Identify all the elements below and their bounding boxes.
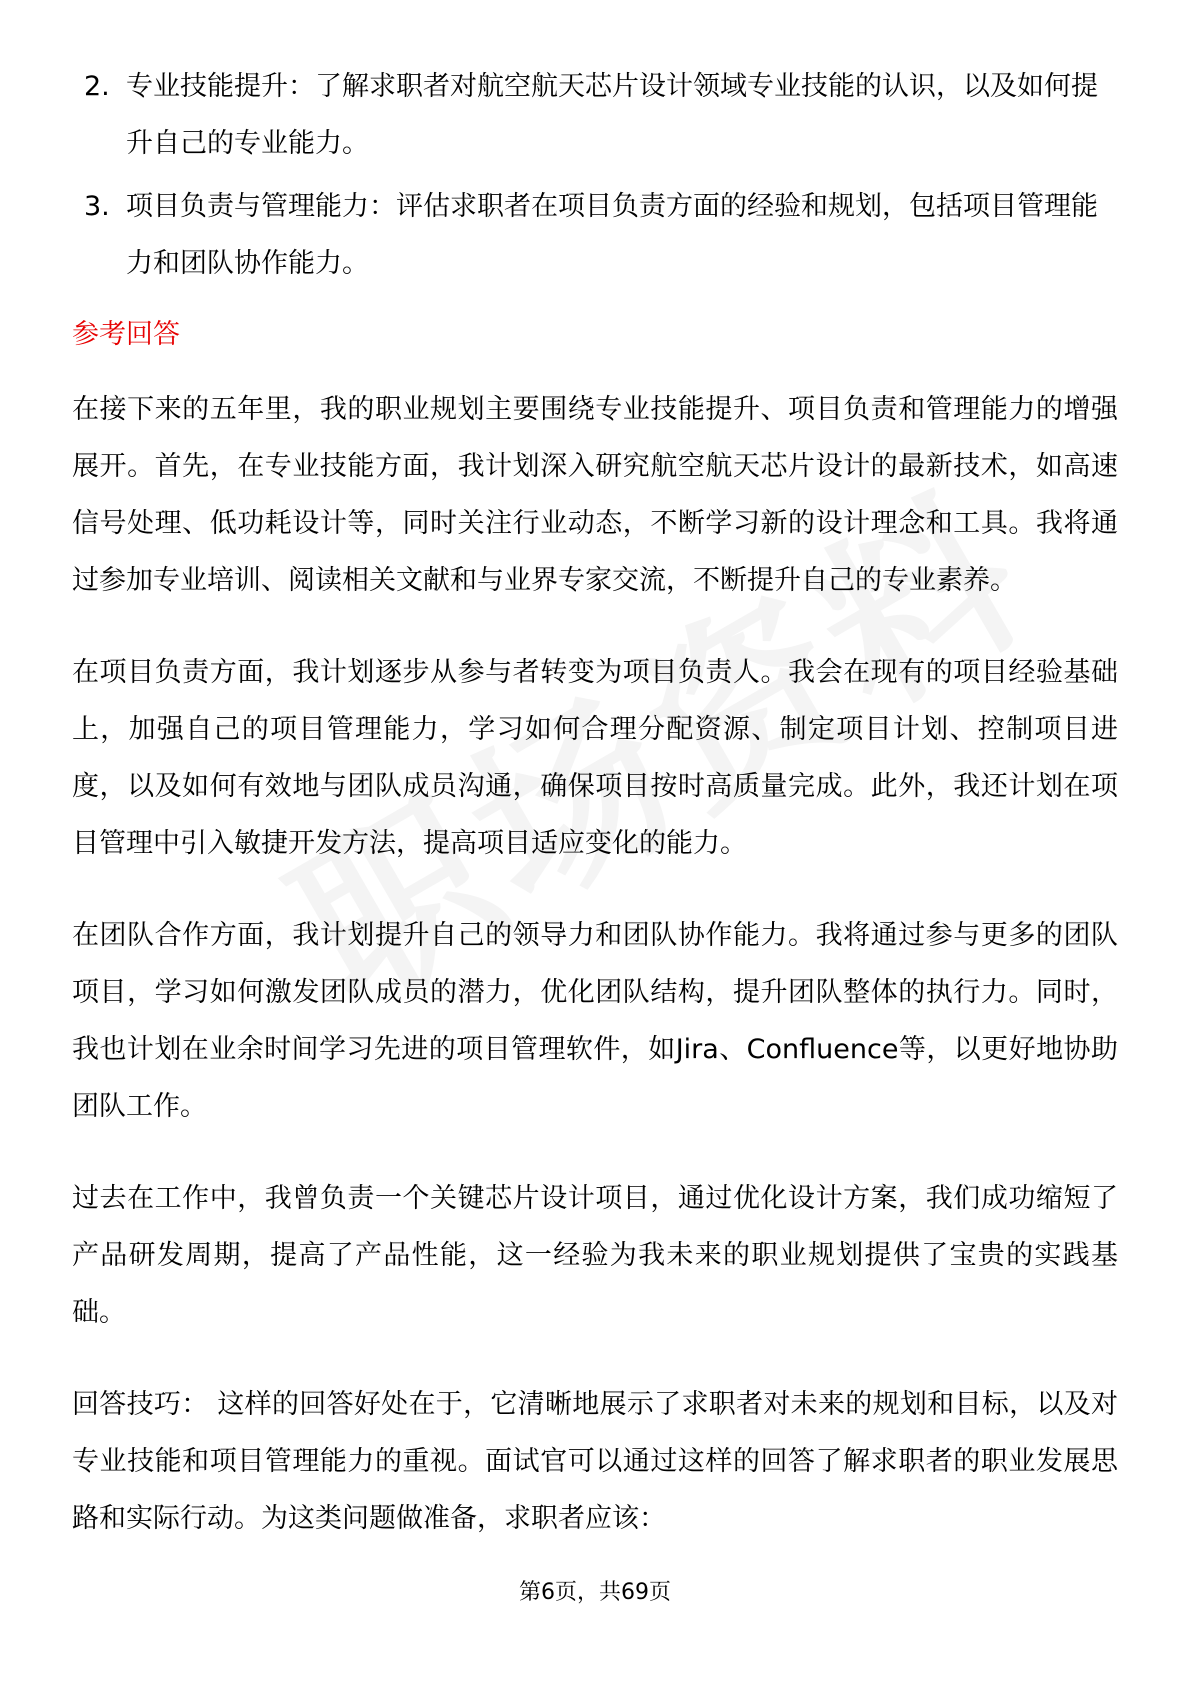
list-number: 3. [84, 191, 110, 222]
paragraph: 在团队合作方面，我计划提升自己的领导力和团队协作能力。我将通过参与更多的团队项目，学习如何激发团队成员的潜力，优化团队结构，提升团队整体的执行力。同时，我也计划在业余时间学习先进的项目管理软件，如Jira、Confluence等，以更好地协助团队工作。 [72, 920, 1118, 1122]
list-item [72, 58, 1118, 172]
list-item [72, 178, 1118, 292]
paragraph: 在接下来的五年里，我的职业规划主要围绕专业技能提升、项目负责和管理能力的增强展开。首先，在专业技能方面，我计划深入研究航空航天芯片设计的最新技术，如高速信号处理、低功耗设计等，同时关注行业动态，不断学习新的设计理念和工具。我将通过参加专业培训、阅读相关文献和与业界专家交流，不断提升自己的专业素养。 [72, 394, 1118, 596]
page-content [72, 58, 1118, 1582]
list-text: 专业技能提升：了解求职者对航空航天芯片设计领域专业技能的认识，以及如何提升自己的专业能力。 [126, 71, 1098, 159]
paragraph: 回答技巧： 这样的回答好处在于，它清晰地展示了求职者对未来的规划和目标，以及对专业技能和项目管理能力的重视。面试官可以通过这样的回答了解求职者的职业发展思路和实际行动。为这类问题做准备，求职者应该： [72, 1389, 1118, 1534]
paragraph: 过去在工作中，我曾负责一个关键芯片设计项目，通过优化设计方案，我们成功缩短了产品研发周期，提高了产品性能，这一经验为我未来的职业规划提供了宝贵的实践基础。 [72, 1183, 1118, 1328]
section-heading: 参考回答 [72, 319, 180, 350]
list-number: 2. [84, 71, 110, 102]
paragraph: 在项目负责方面，我计划逐步从参与者转变为项目负责人。我会在现有的项目经验基础上，加强自己的项目管理能力，学习如何合理分配资源、制定项目计划、控制项目进度，以及如何有效地与团队成员沟通，确保项目按时高质量完成。此外，我还计划在项目管理中引入敏捷开发方法，提高项目适应变化的能力。 [72, 657, 1118, 859]
page-number: 第6页，共69页 [519, 1580, 671, 1605]
list-text: 项目负责与管理能力：评估求职者在项目负责方面的经验和规划，包括项目管理能力和团队协作能力。 [126, 191, 1098, 279]
